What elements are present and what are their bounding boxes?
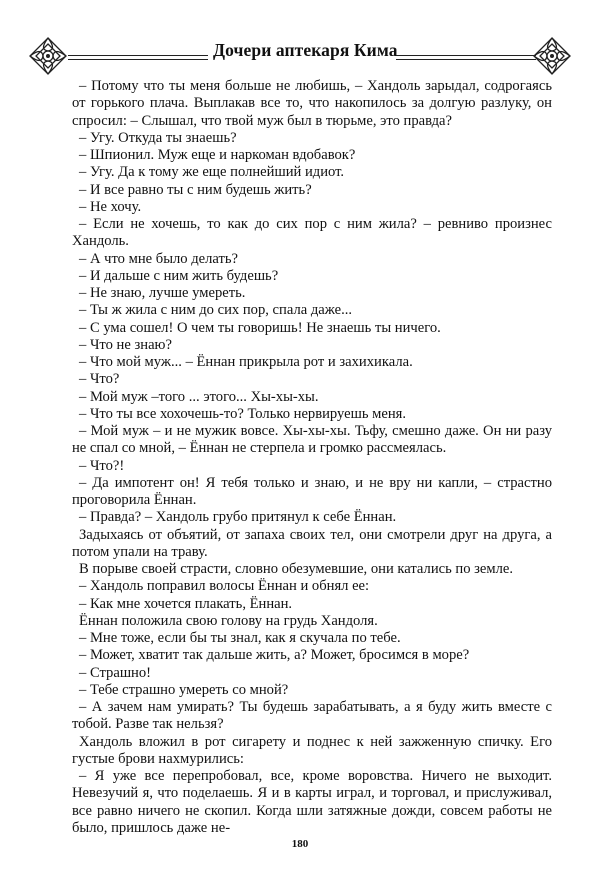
paragraph: – А зачем нам умирать? Ты будешь зарабатывать, а я буду жить вместе с тобой. Разве так нельзя? xyxy=(72,699,552,733)
header-title: Дочери аптекаря Кима xyxy=(213,40,398,60)
paragraph: – Тебе страшно умереть со мной? xyxy=(79,681,289,698)
header-rule-left xyxy=(68,55,208,56)
paragraph: – Что? xyxy=(79,371,120,388)
paragraph: – А что мне было делать? xyxy=(79,250,239,267)
header-rule-right xyxy=(396,55,536,56)
paragraph: – Мне тоже, если бы ты знал, как я скучала по тебе. xyxy=(79,630,401,646)
paragraph: – Что ты все хохочешь-то? Только нервируешь меня. xyxy=(79,405,407,422)
header-rule-left-thin xyxy=(68,59,208,60)
paragraph: – И все равно ты с ним будешь жить? xyxy=(79,181,312,198)
body-text xyxy=(72,78,552,837)
paragraph: – Что мой муж... – Ённан прикрыла рот и захихикала. xyxy=(79,354,413,370)
paragraph: – Как мне хочется плакать, Ённан. xyxy=(79,595,293,612)
page-number: 180 xyxy=(291,838,309,850)
paragraph: – Что?! xyxy=(79,457,125,474)
paragraph: – Не хочу. xyxy=(79,198,142,215)
paragraph: – Может, хватит так дальше жить, а? Может, бросимся в море? xyxy=(79,647,470,664)
paragraph: – Шпионил. Муж еще и наркоман вдобавок? xyxy=(79,147,356,163)
paragraph: – Не знаю, лучше умереть. xyxy=(79,285,246,301)
paragraph: – Если не хочешь, то как до сих пор с ним жила? – ревниво произнес Хандоль. xyxy=(72,216,552,250)
header-rule-right-thin xyxy=(396,59,536,60)
paragraph: – Правда? – Хандоль грубо притянул к себе Ённан. xyxy=(79,509,397,526)
running-header xyxy=(28,36,572,76)
paragraph: – Хандоль поправил волосы Ённан и обнял ее: xyxy=(79,578,370,595)
paragraph: Хандоль вложил в рот сигарету и поднес к ней зажженную спичку. Его густые брови нахмурились: xyxy=(72,733,552,767)
paragraph: – Да импотент он! Я тебя только и знаю, и не вру ни капли, – страстно проговорила Ённан. xyxy=(72,474,552,508)
paragraph: – С ума сошел! О чем ты говоришь! Не знаешь ты ничего. xyxy=(79,319,441,336)
paragraph: – Мой муж – и не мужик вовсе. Хы-хы-хы. Тьфу, смешно даже. Он ни разу не спал со мной, – Ённан не стерпела и громко рассмеялась. xyxy=(72,423,552,457)
paragraph: Задыхаясь от объятий, от запаха своих тел, они смотрели друг на друга, а потом упали на траву. xyxy=(72,526,552,560)
paragraph: – Что не знаю? xyxy=(79,336,172,353)
paragraph: – Мой муж –того ... этого... Хы-хы-хы. xyxy=(79,388,319,405)
paragraph: – Я уже все перепробовал, все, кроме воровства. Ничего не выходит. Невезучий я, что поделаешь. Я и в карты играл, и торговал, и прислуживал, все равно ничего не скопил. Когда шли затяжные дожди, совсем работы не было, пришлось даже не- xyxy=(72,768,552,836)
paragraph: В порыве своей страсти, словно обезумевшие, они катались по земле. xyxy=(79,561,514,577)
ornament-left-icon xyxy=(28,36,68,76)
ornament-right-icon xyxy=(532,36,572,76)
paragraph: – Угу. Откуда ты знаешь? xyxy=(79,129,237,146)
paragraph: – Угу. Да к тому же еще полнейший идиот. xyxy=(79,164,345,181)
paragraph: – Ты ж жила с ним до сих пор, спала даже... xyxy=(79,302,353,319)
paragraph: – Страшно! xyxy=(79,664,152,681)
paragraph: – Потому что ты меня больше не любишь, – Хандоль зарыдал, содрогаясь от горького плача. Выплакав все то, что накопилось за долгую разлуку, он спросил: – Слышал, что твой муж был в тюрьме, это правда? xyxy=(72,78,552,129)
paragraph: – И дальше с ним жить будешь? xyxy=(79,267,279,284)
paragraph: Ённан положила свою голову на грудь Хандоля. xyxy=(79,612,378,629)
